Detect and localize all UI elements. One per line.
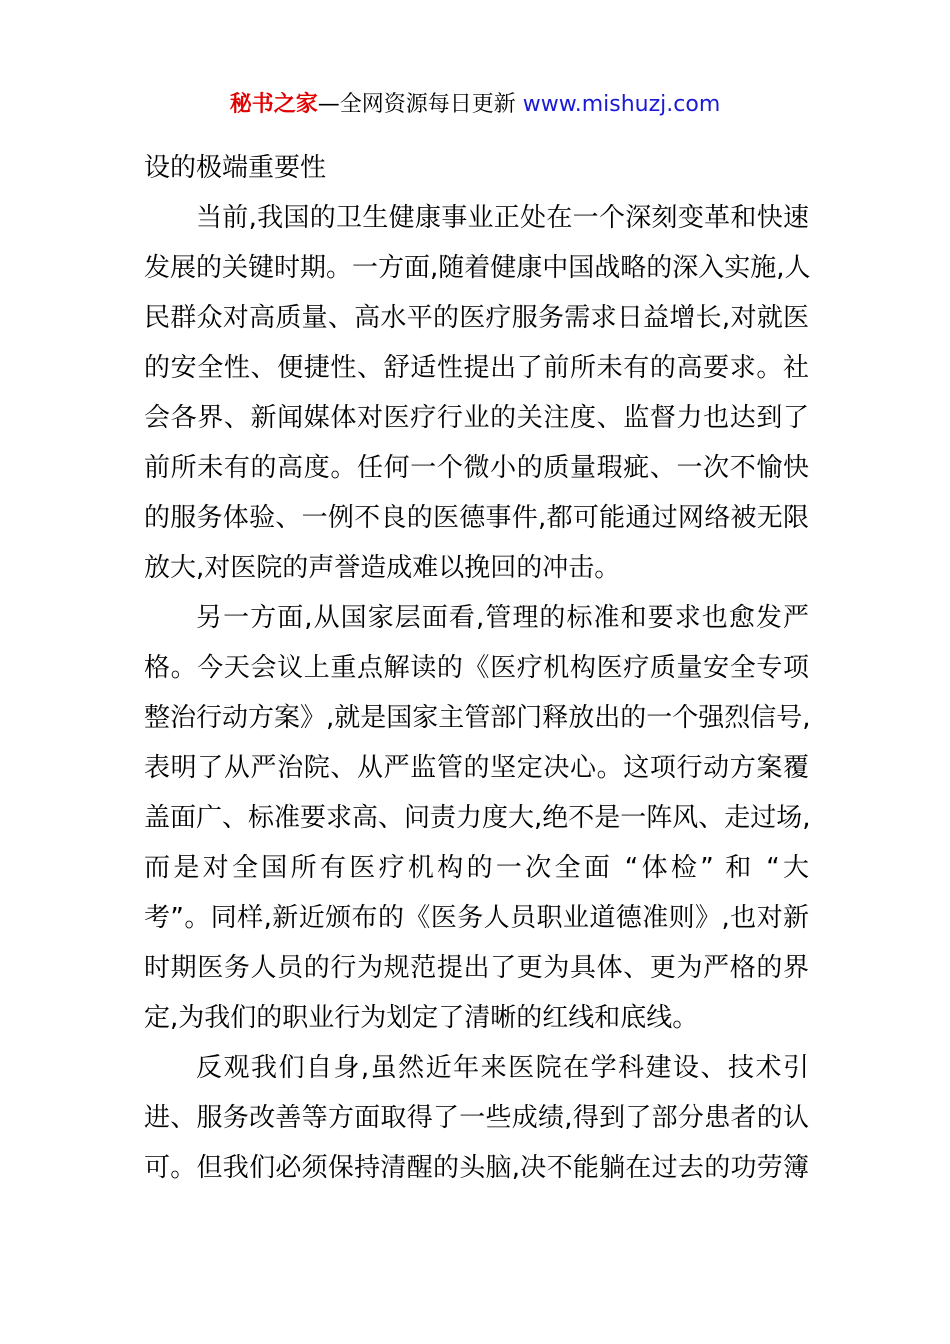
text-line: 前所未有的高度。任何一个微小的质量瑕疵、一次不愉快 (144, 453, 809, 483)
text-line: 民群众对高质量、高水平的医疗服务需求日益增长,对就医 (144, 303, 809, 333)
text-line: 可。但我们必须保持清醒的头脑,决不能躺在过去的功劳簿 (144, 1153, 809, 1183)
text-line: 格。今天会议上重点解读的《医疗机构医疗质量安全专项 (144, 653, 809, 683)
page-header (0, 88, 950, 122)
text-line: 会各界、新闻媒体对医疗行业的关注度、监督力也达到了 (144, 403, 809, 433)
brand-name: 秘书之家 (229, 92, 318, 117)
text-line: 盖面广、标准要求高、问责力度大,绝不是一阵风、走过场, (144, 803, 811, 833)
text-line: 当前,我国的卫生健康事业正处在一个深刻变革和快速 (196, 203, 809, 233)
text-line: 而是对全国所有医疗机构的一次全面 “体检” 和 “大 (144, 853, 809, 883)
text-line: 另一方面,从国家层面看,管理的标准和要求也愈发严 (196, 603, 809, 633)
header-tagline: —全网资源每日更新 (317, 92, 516, 117)
document-body (144, 146, 809, 1196)
text-line: 整治行动方案》,就是国家主管部门释放出的一个强烈信号, (144, 703, 811, 733)
text-line: 设的极端重要性 (144, 153, 327, 183)
text-line: 反观我们自身,虽然近年来医院在学科建设、技术引 (196, 1053, 809, 1083)
text-line: 的服务体验、一例不良的医德事件,都可能通过网络被无限 (144, 503, 809, 533)
text-line: 发展的关键时期。一方面,随着健康中国战略的深入实施,人 (144, 253, 811, 283)
text-line: 时期医务人员的行为规范提出了更为具体、更为严格的界 (144, 953, 809, 983)
text-line: 考”。同样,新近颁布的《医务人员职业道德准则》,也对新 (144, 903, 809, 933)
text-line: 定,为我们的职业行为划定了清晰的红线和底线。 (144, 1003, 699, 1033)
text-line: 的安全性、便捷性、舒适性提出了前所未有的高要求。社 (144, 353, 809, 383)
site-url[interactable]: www.mishuzj.com (522, 92, 721, 117)
text-line: 放大,对医院的声誉造成难以挽回的冲击。 (144, 553, 621, 583)
text-line: 表明了从严治院、从严监管的坚定决心。这项行动方案覆 (144, 753, 809, 783)
text-line: 进、服务改善等方面取得了一些成绩,得到了部分患者的认 (144, 1103, 809, 1133)
